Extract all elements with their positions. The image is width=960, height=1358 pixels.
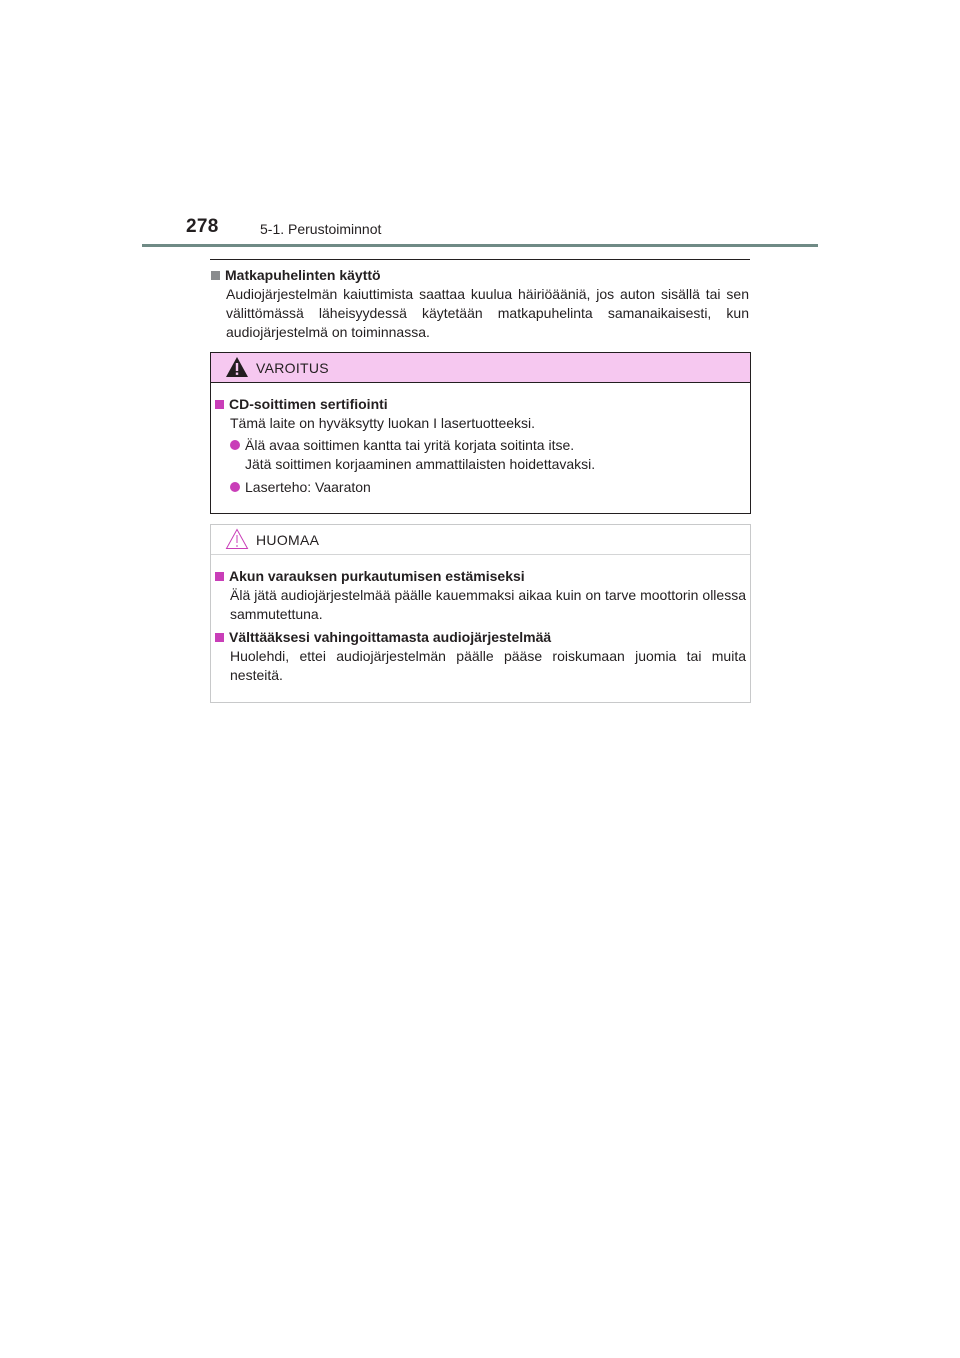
square-bullet-icon	[215, 400, 224, 409]
round-bullet-icon	[230, 482, 240, 492]
warning-box	[210, 352, 751, 514]
warning-triangle-filled-icon	[225, 356, 249, 378]
notice-item-text: Huolehdi, ettei audiojärjestelmän päälle pääse roiskumaan juomia tai muita nesteitä.	[230, 648, 746, 683]
notice-item-text: Älä jätä audiojärjestelmää päälle kauemmaksi aikaa kuin on tarve moottorin ollessa sammutettuna.	[230, 587, 746, 622]
section-title: 5-1. Perustoiminnot	[260, 221, 382, 237]
notice-box	[210, 524, 751, 703]
warning-body	[211, 383, 750, 497]
warning-label: VAROITUS	[256, 359, 329, 376]
topic-divider	[210, 259, 750, 260]
caution-triangle-outline-icon	[225, 528, 249, 550]
notice-item-heading	[215, 567, 746, 586]
topic-heading-text: Matkapuhelinten käyttö	[225, 267, 381, 283]
warning-item-heading	[215, 395, 746, 414]
round-bullet-icon	[230, 440, 240, 450]
notice-item-heading-text: Välttääksesi vahingoittamasta audiojärjestelmää	[229, 629, 552, 645]
topic-section	[211, 266, 749, 342]
warning-item-text: Tämä laite on hyväksytty luokan I lasertuotteeksi.	[230, 415, 536, 431]
warning-bullet	[230, 436, 746, 474]
notice-item-heading-text: Akun varauksen purkautumisen estämiseksi	[229, 568, 525, 584]
header-rule	[142, 244, 818, 247]
page-number: 278	[186, 216, 219, 237]
topic-body: Audiojärjestelmän kaiuttimista saattaa kuulua häiriöääniä, jos auton sisällä tai sen välittömässä läheisyydessä käytetään matkapuhelinta samanaikaisesti, kun audiojärjestelmä on toiminnassa.	[226, 286, 749, 340]
warning-header	[211, 353, 750, 383]
warning-bullet-text: Älä avaa soittimen kantta tai yritä korjata soitinta itse. Jätä soittimen korjaaminen ammattilaisten hoidettavaksi.	[245, 437, 596, 472]
notice-label: HUOMAA	[256, 531, 320, 548]
notice-header	[211, 525, 750, 555]
topic-heading	[211, 266, 749, 285]
notice-body	[211, 555, 750, 685]
warning-bullet-text: Laserteho: Vaaraton	[245, 479, 371, 495]
notice-item-heading	[215, 628, 746, 647]
notice-item	[215, 628, 746, 685]
square-bullet-icon	[211, 271, 220, 280]
warning-item-heading-text: CD-soittimen sertifiointi	[229, 396, 388, 412]
square-bullet-icon	[215, 633, 224, 642]
notice-item	[215, 567, 746, 624]
warning-bullet	[230, 478, 746, 497]
warning-item	[215, 395, 746, 497]
square-bullet-icon	[215, 572, 224, 581]
